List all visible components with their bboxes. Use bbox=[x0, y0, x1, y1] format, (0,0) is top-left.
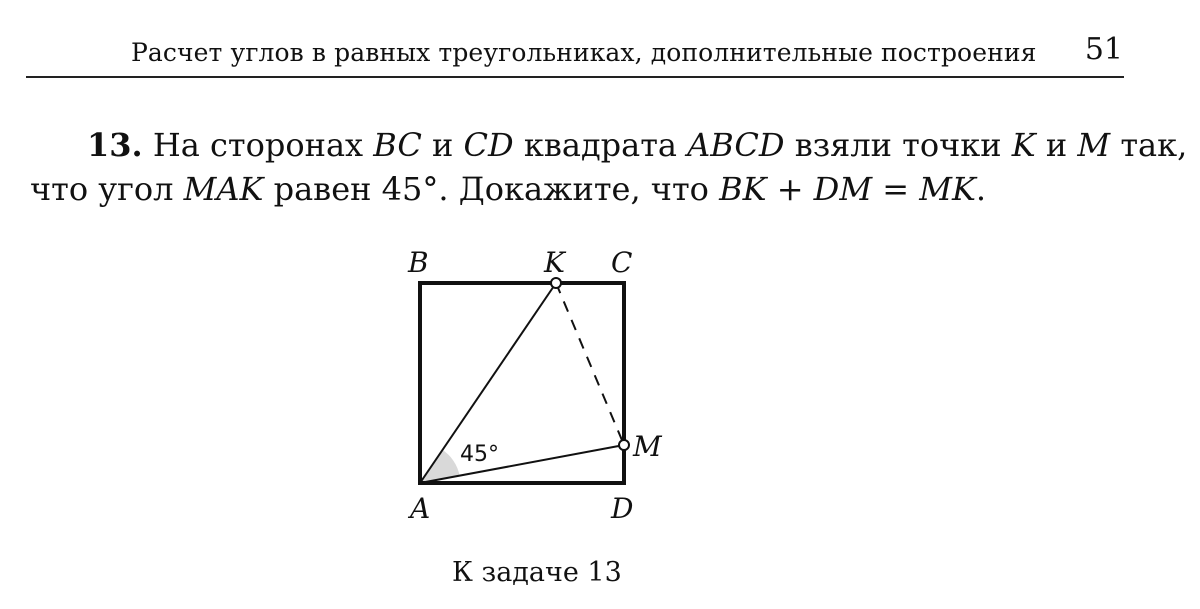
problem-text: и bbox=[421, 126, 464, 164]
problem-text: так, bbox=[1110, 126, 1188, 164]
square-abcd bbox=[420, 283, 624, 483]
label-d: D bbox=[611, 492, 634, 525]
problem-text: квадрата bbox=[513, 126, 688, 164]
label-k: K bbox=[544, 246, 565, 279]
point-m bbox=[619, 440, 629, 450]
label-a: A bbox=[410, 492, 431, 525]
math-variable: ABCD bbox=[687, 126, 785, 164]
problem-text: взяли точки bbox=[784, 126, 1012, 164]
angle-label: 45° bbox=[460, 442, 499, 467]
point-k bbox=[551, 278, 561, 288]
math-variable: CD bbox=[463, 126, 514, 164]
segment-km-dashed bbox=[556, 283, 624, 445]
page-number: 51 bbox=[1084, 32, 1123, 67]
math-variable: MAK bbox=[183, 170, 264, 208]
problem-statement-line-1 bbox=[87, 126, 1187, 164]
running-head: Расчет углов в равных треугольниках, дополнительные построения bbox=[131, 38, 1037, 67]
figure-caption: К задаче 13 bbox=[452, 557, 622, 588]
math-variable: M bbox=[1077, 126, 1111, 164]
problem-number: 13. bbox=[87, 126, 143, 164]
geometry-figure bbox=[380, 235, 700, 535]
math-variable: BC bbox=[373, 126, 422, 164]
math-equation: BK + DM = MK bbox=[719, 170, 976, 208]
label-b: B bbox=[408, 246, 429, 279]
math-variable: K bbox=[1011, 126, 1036, 164]
label-m: M bbox=[633, 430, 662, 463]
problem-text: что угол bbox=[30, 170, 184, 208]
problem-statement-line-2 bbox=[30, 170, 986, 208]
problem-text: . bbox=[975, 170, 987, 208]
problem-text: На сторонах bbox=[142, 126, 374, 164]
header-rule bbox=[26, 76, 1124, 78]
label-c: C bbox=[611, 246, 633, 279]
problem-text: равен 45°. Докажите, что bbox=[263, 170, 720, 208]
problem-text: и bbox=[1035, 126, 1078, 164]
